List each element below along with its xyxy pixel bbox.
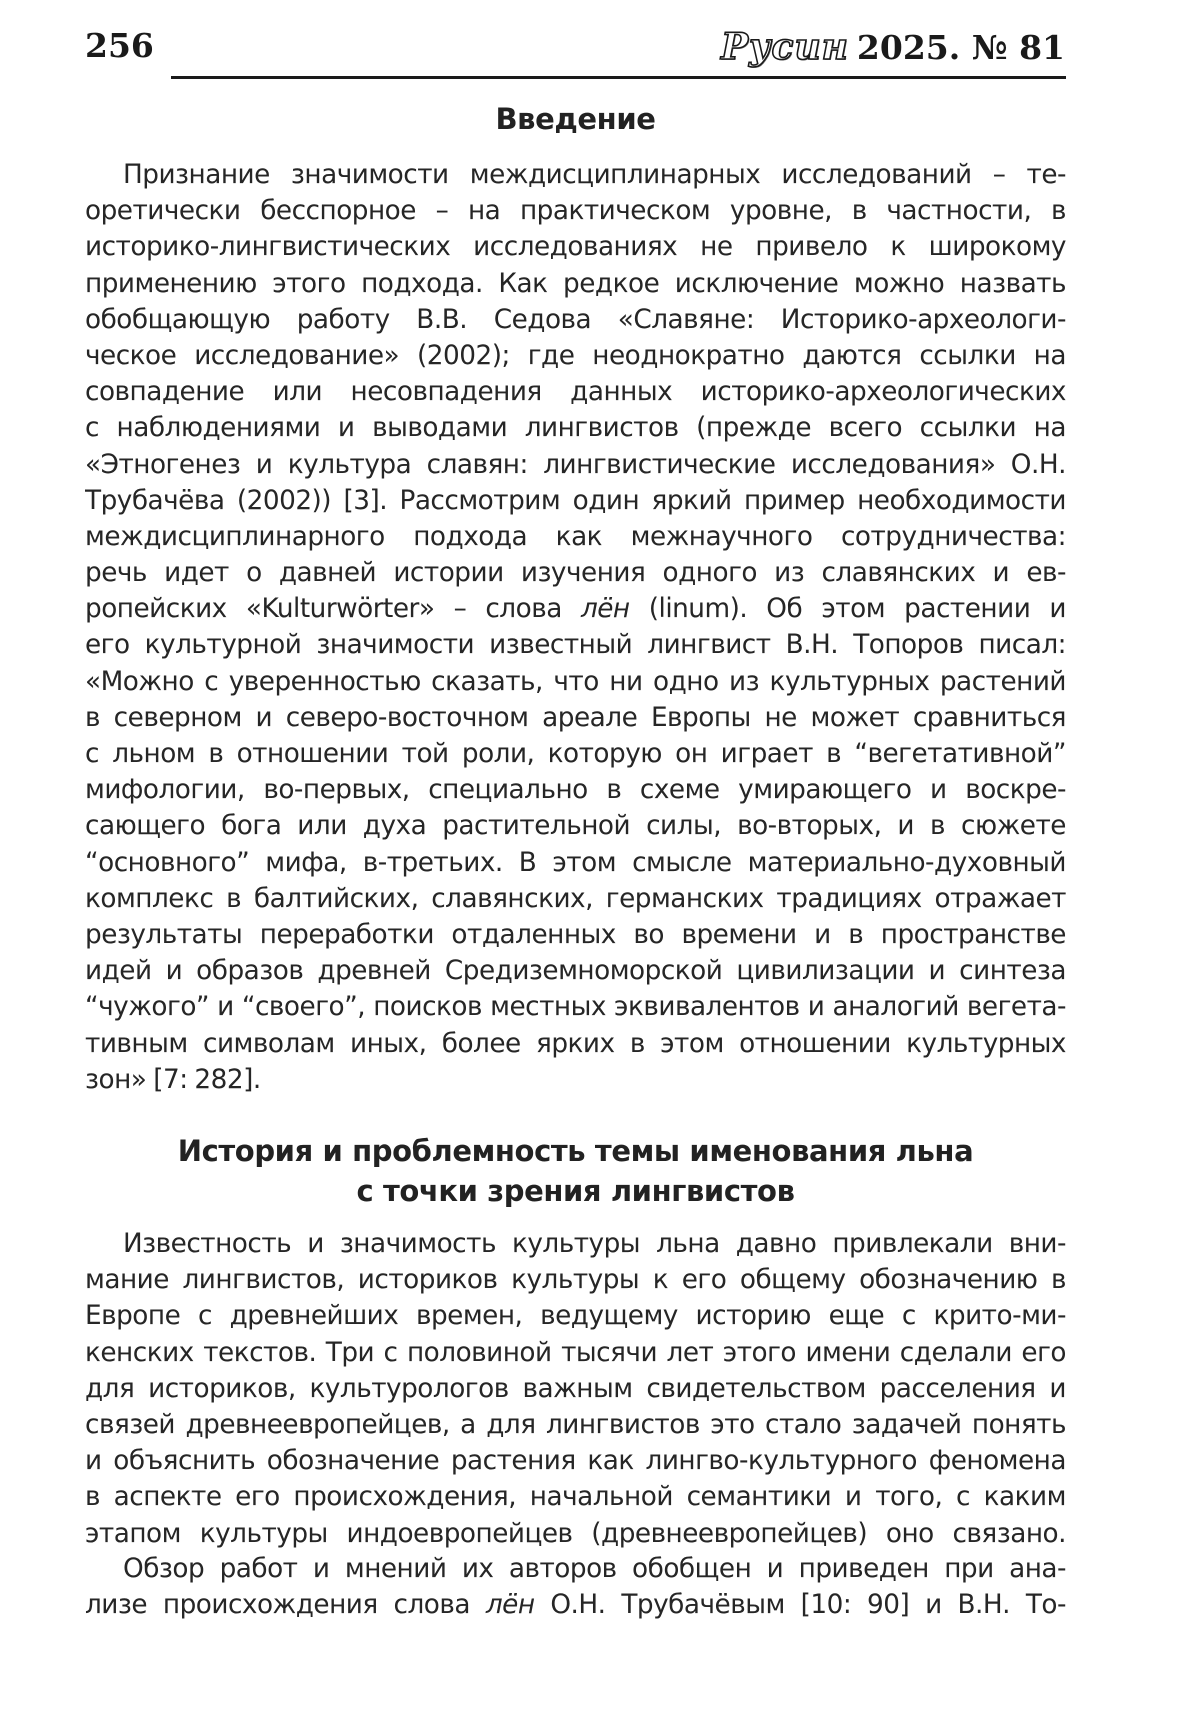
text-line: междисциплинарного подхода как межнаучного сотрудничества: xyxy=(85,521,1066,552)
history-paragraph-2 xyxy=(85,1551,1066,1623)
text-line: «Этногенез и культура славян: лингвистические исследования» О.Н. xyxy=(85,449,1066,480)
text-line: с льном в отношении той роли, которую он играет в “вегетативной” xyxy=(85,739,1066,769)
text-line: Известность и значимость культуры льна давно привлекали вни- xyxy=(123,1229,1066,1259)
text-line: Признание значимости междисциплинарных исследований – те- xyxy=(123,160,1066,190)
italic-term: лён xyxy=(485,1590,535,1621)
text-line: “чужого” и “своего”, поисков местных эквивалентов и аналогий вегета- xyxy=(85,992,1066,1023)
journal-logo: Русин xyxy=(720,26,849,68)
heading-line: с точки зрения лингвистов xyxy=(356,1174,795,1208)
text-line: и объяснить обозначение растения как лингво-культурного феномена xyxy=(85,1446,1066,1477)
text-line: Обзор работ и мнений их авторов обобщен и приведен при ана- xyxy=(123,1554,1066,1584)
text-line xyxy=(85,1587,1066,1623)
text-line: оретически бесспорное – на практическом уровне, в частности, в xyxy=(85,196,1066,227)
page-number: 256 xyxy=(85,26,154,65)
text-line: для историков, культурологов важным свидетельством расселения и xyxy=(85,1373,1066,1404)
text-line: применению этого подхода. Как редкое исключение можно назвать xyxy=(85,268,1066,299)
text-line xyxy=(85,591,1066,627)
text-line: с наблюдениями и выводами лингвистов (прежде всего ссылки на xyxy=(85,413,1066,444)
text-line: сающего бога или духа растительной силы, во-вторых, и в сюжете xyxy=(85,811,1066,842)
text-line: идей и образов древней Средиземноморской цивилизации и синтеза xyxy=(85,956,1066,987)
intro-paragraph xyxy=(85,157,1066,1098)
text-segment: лизе происхождения слова xyxy=(85,1590,486,1621)
issue-label: 2025. № 81 xyxy=(856,28,1065,67)
section-heading-history xyxy=(85,1131,1066,1211)
text-line: в аспекте его происхождения, начальной семантики и того, с каким xyxy=(85,1482,1066,1513)
header-rule xyxy=(171,76,1066,79)
text-line: мифологии, во-первых, специально в схеме умирающего и воскре- xyxy=(85,775,1066,806)
text-line: обобщающую работу В.В. Седова «Славяне: Историко-археологи- xyxy=(85,304,1066,335)
text-segment: О.Н. Трубачёвым [10: 90] и В.Н. То- xyxy=(534,1590,1066,1621)
text-segment: ропейских «Kulturwörter» – слова xyxy=(85,594,581,625)
heading-line: Введение xyxy=(495,102,656,136)
text-line: совпадение или несовпадения данных историко-археологических xyxy=(85,377,1066,408)
italic-term: лён xyxy=(580,594,630,625)
text-line: связей древнеевропейцев, а для лингвистов это стало задачей понять xyxy=(85,1409,1066,1440)
text-line: мание лингвистов, историков культуры к его общему обозначению в xyxy=(85,1265,1066,1296)
text-line: зон» [7: 282]. xyxy=(85,1064,261,1095)
text-line: речь идет о давней истории изучения одного из славянских и ев- xyxy=(85,558,1066,589)
text-line: комплекс в балтийских, славянских, германских традициях отражает xyxy=(85,883,1066,914)
text-line: результаты переработки отдаленных во времени и в пространстве xyxy=(85,919,1066,950)
text-line: кенских текстов. Три с половиной тысячи лет этого имени сделали его xyxy=(85,1337,1066,1368)
running-head xyxy=(721,26,1065,68)
text-line: ческое исследование» (2002); где неоднократно даются ссылки на xyxy=(85,340,1066,371)
text-line: в северном и северо-восточном ареале Европы не может сравниться xyxy=(85,702,1066,733)
text-line: «Можно с уверенностью сказать, что ни одно из культурных растений xyxy=(85,666,1066,697)
history-paragraph xyxy=(85,1226,1066,1552)
text-line: “основного” мифа, в-третьих. В этом смысле материально-духовный xyxy=(85,847,1066,878)
text-line: историко-лингвистических исследованиях не привело к широкому xyxy=(85,232,1066,263)
text-line: тивным символам иных, более ярких в этом отношении культурных xyxy=(85,1028,1066,1059)
section-heading-introduction xyxy=(85,99,1066,139)
text-line: Трубачёва (2002)) [3]. Рассмотрим один яркий пример необходимости xyxy=(85,485,1066,516)
text-line: Европе с древнейших времен, ведущему историю еще с крито-ми- xyxy=(85,1301,1066,1332)
text-line: этапом культуры индоевропейцев (древнеевропейцев) оно связано. xyxy=(85,1518,1066,1549)
heading-line: История и проблемность темы именования льна xyxy=(177,1134,974,1168)
text-line: его культурной значимости известный лингвист В.Н. Топоров писал: xyxy=(85,630,1066,661)
text-segment: (linum). Об этом растении и xyxy=(629,594,1066,625)
